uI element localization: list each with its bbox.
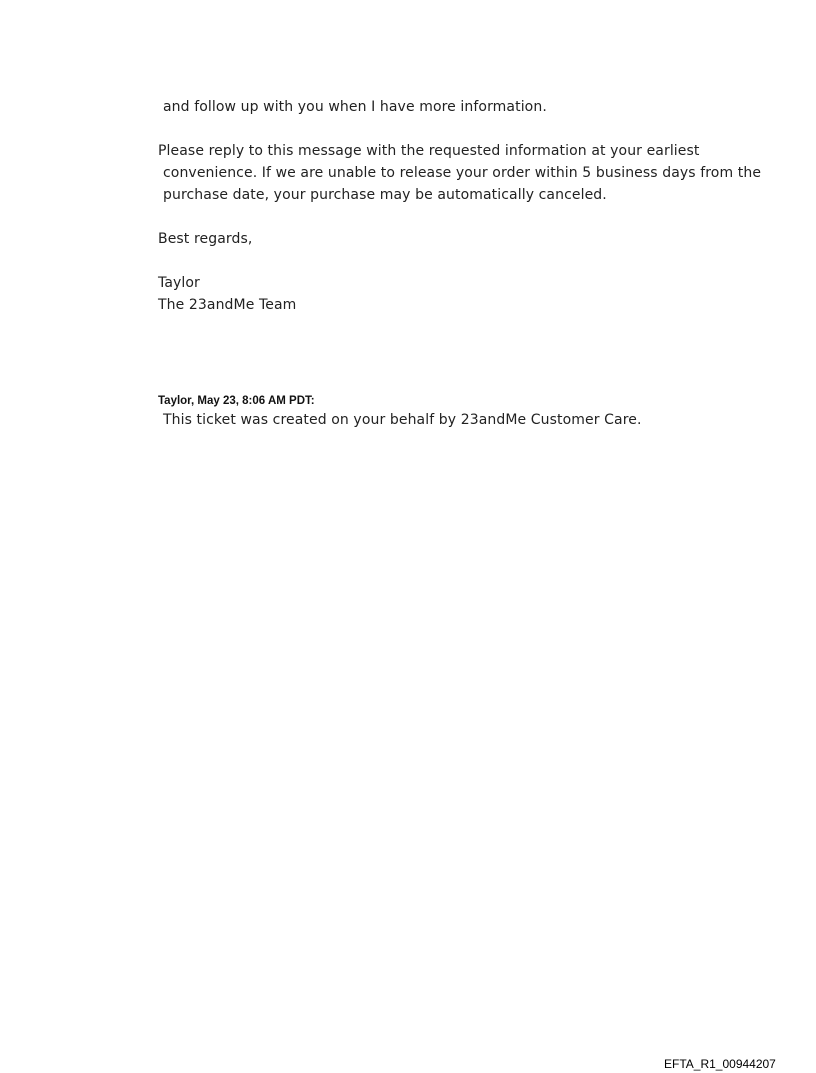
entry-header: Taylor, May 23, 8:06 AM PDT: xyxy=(158,395,315,407)
entry-body: This ticket was created on your behalf by 23andMe Customer Care. xyxy=(163,412,642,428)
signature-name: Taylor xyxy=(158,275,200,291)
message-line: and follow up with you when I have more information. xyxy=(163,99,547,115)
document-id: EFTA_R1_00944207 xyxy=(664,1057,776,1071)
message-line: purchase date, your purchase may be automatically canceled. xyxy=(163,187,607,203)
closing-text: Best regards, xyxy=(158,231,253,247)
message-line: convenience. If we are unable to release your order within 5 business days from the xyxy=(163,165,762,181)
signature-team: The 23andMe Team xyxy=(158,297,297,313)
message-line: Please reply to this message with the requested information at your earliest xyxy=(158,143,700,159)
